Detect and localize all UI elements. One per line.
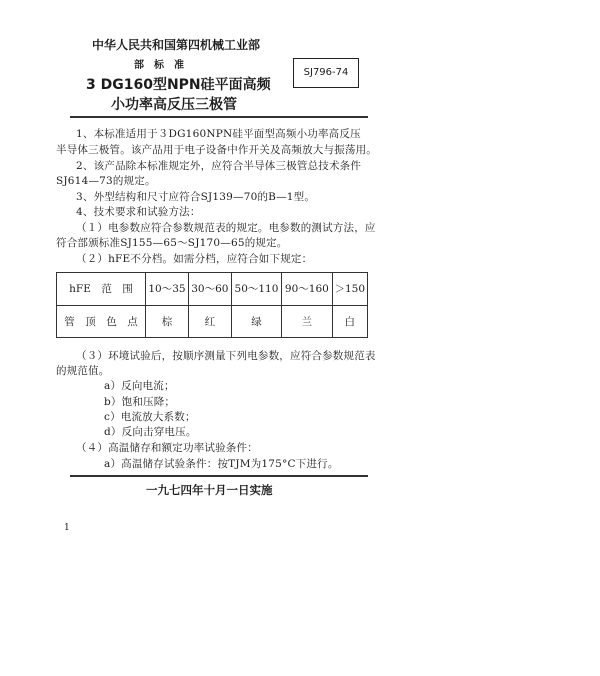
table-header-cell: 管 顶 色 点 — [57, 305, 146, 338]
doc-title-line2: 小功率高反压三极管 — [111, 97, 237, 113]
paragraph-2-line2: SJ614—73的规定。 — [56, 175, 156, 187]
page-number: 1 — [64, 523, 70, 533]
paragraph-4-1-line2: 符合部颁标准SJ155—65～SJ170—65的规定。 — [56, 237, 288, 249]
table-cell: 红 — [188, 305, 231, 338]
ministry-name: 中华人民共和国第四机械工业部 — [92, 38, 261, 52]
paragraph-4-2: （２）hFE不分档。如需分档，应符合如下规定： — [76, 253, 313, 265]
paragraph-4-1-line1: （１）电参数应符合参数规范表的规定。电参数的测试方法，应 — [76, 222, 376, 234]
standard-number-box — [293, 58, 359, 88]
list-item: a）反向电流； — [104, 380, 175, 392]
list-item: b）饱和压降； — [104, 396, 176, 408]
table-cell: 兰 — [282, 305, 332, 338]
list-item: c）电流放大系数； — [104, 411, 196, 423]
table-cell: 30～60 — [188, 273, 231, 306]
table-cell: 10～35 — [146, 273, 189, 306]
footer-divider — [70, 475, 368, 477]
paragraph-4-4-a: a）高温储存试验条件：按TJM为175°C下进行。 — [104, 458, 339, 470]
table-cell: 绿 — [231, 305, 281, 338]
table-cell: 90～160 — [282, 273, 332, 306]
table-row — [57, 305, 368, 338]
table-cell: 白 — [332, 305, 367, 338]
table-cell: 棕 — [146, 305, 189, 338]
list-item: d）反向击穿电压。 — [104, 426, 197, 438]
standard-category: 部 标 准 — [134, 60, 184, 71]
paragraph-1-line1: 1、本标准适用于３DG160NPN硅平面型高频小功率高反压 — [76, 128, 361, 140]
table-cell: ＞150 — [332, 273, 367, 306]
table-row — [57, 273, 368, 306]
effective-date: 一九七四年十月一日实施 — [146, 483, 273, 497]
paragraph-4: 4、技术要求和试验方法： — [76, 206, 201, 218]
paragraph-4-3-line2: 的规范值。 — [56, 365, 110, 377]
standard-number: SJ796-74 — [303, 67, 349, 78]
doc-title-line1: 3 DG160型NPN硅平面高频 — [86, 77, 271, 93]
table-cell: 50～110 — [231, 273, 281, 306]
paragraph-2-line1: 2、该产品除本标准规定外，应符合半导体三极管总技术条件 — [76, 160, 362, 172]
paragraph-1-line2: 半导体三极管。该产品用于电子设备中作开关及高频放大与振荡用。 — [56, 144, 377, 156]
color-code-table — [56, 272, 368, 338]
table-header-cell: hFE 范 围 — [57, 273, 146, 306]
paragraph-4-4: （４）高温储存和额定功率试验条件： — [76, 442, 258, 454]
paragraph-3: 3、外型结构和尺寸应符合SJ139—70的B—1型。 — [76, 191, 316, 203]
header-divider — [70, 116, 368, 118]
paragraph-4-3-line1: （３）环境试验后，按顺序测量下列电参数，应符合参数规范表 — [76, 350, 376, 362]
